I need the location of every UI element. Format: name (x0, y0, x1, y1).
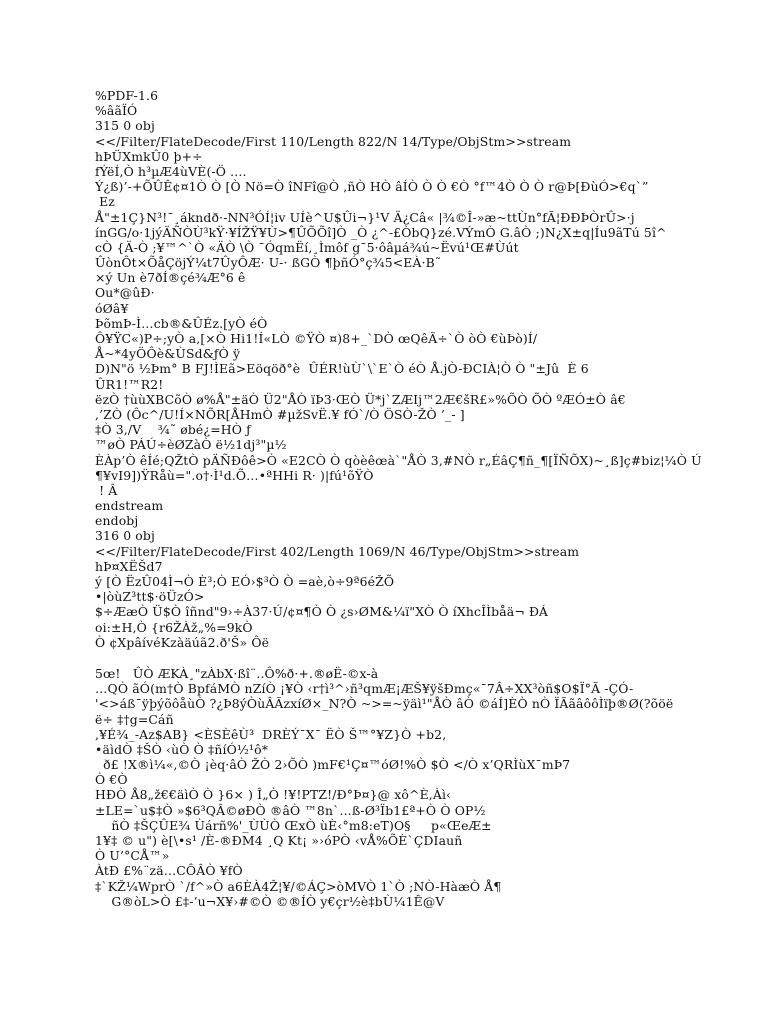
block-gap (95, 650, 748, 666)
document-text-line: Å"±1Ç}N³!¯¸ákndð·-NN³ÓÍ¦iv UÍè^U$Ûi¬}¹V Ä¿Câ« |¾©Î-»æ~ttÙn°fÃ¦ÐÐÞÒrÛ>·j (95, 209, 635, 225)
document-text-line: ,’ZÒ (Ôc^/U!Í×NÕR[ÅHmÒ #µžSvË.¥ fÓ`/Ò ÖSÒ-ŽÒ ’_- ] (95, 406, 465, 422)
document-text-line: ÀtÐ £%¨zä…CÔÂÒ ¥fÒ (95, 863, 243, 879)
document-text-line: 1¥‡ © u") è[\•s¹ /È-®ÐM4 ¸Q Kt¡ »›óPÒ ‹vÅ%ÕÈ`ÇDIauñ (95, 833, 463, 848)
document-text-line: hÞ¤XËŠd7 (95, 558, 163, 574)
document-text-line: ëzÒ †ùùXBCõÒ ø%Å"±äÒ Ü2"ÅÒ ïÞ3·ŒÒ Ü*j`ZÆIj™2Æ€šR£»%ÕÒ ÕÒ ºÆÓ±Ò â€ (95, 391, 626, 407)
document-text-line: Ý¿ß)’-+ÕÛÊ¢¤1Ò Ò [Ò Nö=Ò îNFî@Ò ,ñÒ HÒ âÍÒ Ò Ò €Ò °f™4Ò Ò Ò r@Þ[ÐùÓ>€q`” (95, 179, 649, 195)
document-text-line: ý [Ò ËzÛ04Ì¬Ò È³;Ò EÓ›$³Ò Ò =aè,ò÷9ª6éŽÕ (95, 574, 395, 589)
document-text-line: cÒ {Ä-Ò ;¥™^`Ò «ÄÒ \Ò ¯ÓqmËí,¸Ìmôf g¯5·ôâµá¾ú~Ëvú¹Œ#Ùút (95, 239, 519, 255)
document-text-line: <</Filter/FlateDecode/First 110/Length 822/N 14/Type/ObjStm>>stream (95, 133, 572, 149)
document-text-line: Ez (95, 194, 115, 210)
document-text-line: G®òL>Ò £‡-’u¬X¥›#©Ò ©®ÍÒ y€çr½è‡bÙ¼1Ê@V (95, 893, 445, 909)
document-text-line: …QÒ ãÓ(m†Ò BpfáMÒ nZíÒ ¡¥Ò ‹r†ì³^›ñ³qmÆ¡ÆŠ¥ÿšÐmç«¯7Â÷XX³òñ$O$Ï°Ã -ÇÓ- (95, 681, 634, 697)
document-text-line: fÝëÍ,Ò h³µÆ4ùVÈ(-Ö .... (95, 163, 247, 179)
document-text-line: <</Filter/FlateDecode/First 402/Length 1069/N 46/Type/ObjStm>>stream (95, 543, 580, 559)
text-block-2 (95, 666, 748, 909)
document-text-line: Ou*@ûÐ· (95, 285, 155, 301)
document-text-line: endstream (95, 498, 164, 514)
document-text-line: $÷ÆæÒ Ü$Ò îñnd"9›÷À37·Ú/¢¤¶Ò Ò ¿s›ØM&¼ï"XÒ Ò íXhcÎÌbåä¬ ÐÁ (95, 604, 548, 620)
document-text-line: ‡`KŽ¼WprÒ `/f^»Ò a6ÈÀ4Ž¦¥/©ÁÇ>òMVÒ 1`Ò ;NÒ-HàæÒ Å¶ (95, 878, 502, 894)
document-text-line: %PDF-1.6 (95, 88, 159, 103)
document-text-line: ÞõmÞ-Ì…cb®&ÛÉz.[yÒ éÒ (95, 315, 268, 331)
document-text-line: •|òùZ³tt$·öÜzÓ> (95, 589, 205, 605)
document-text-line: ‡Ò 3,/V ¾˜ øbé¿=HÒ ƒ (95, 422, 251, 438)
document-text-line: hÞÜXmkÛ0 þ+÷ (95, 148, 203, 164)
document-text-line: ¶¥vI9])ŸRåù=".o†·Ì¹d.Õ…•ªHHi R· )|fú¹õŸÒ (95, 467, 374, 483)
text-block-1 (95, 88, 748, 650)
document-text-line: óØâ¥ (95, 300, 129, 316)
document-text-line: ñÒ ‡ŠÇÛE¾ Ùárñ%'_ÙÙÒ ŒxÒ ùÈ‹°m8:eT)O§ p«ŒeÆ± (95, 817, 492, 833)
document-text-line: 5œ! ÛÒ ÆKÀ¸"zÀbX·ßî¨..Ô%ð·+.®øË-©x-à (95, 665, 379, 681)
document-text-line: 316 0 obj (95, 528, 155, 544)
document-text-line: endobj (95, 513, 139, 529)
document-text-line: Ò €Ò (95, 772, 128, 788)
document-text-line: Ò ¢XpâívéKzàäúã2.ð'Š» Ôë (95, 634, 270, 650)
document-text-line: ™øÒ PÁÚ÷èØZàÒ ë½1dj³"µ½ (95, 437, 287, 453)
document-text-line: D)N"ö ½Þm° B FJ!ÌEã>Eöqöð°è ÛÉR!ùÙ`\`E`Ò éÒ Å.jÒ-ÐCIÀ¦Ò Ò "±Jû È 6 (95, 361, 589, 377)
document-text-line: ÛònÔt×ÕåÇöjÝ¼t7ÛyÔÆ· U-· ßGÒ ¶þñÓ°ç¾5<EÀ·B˜ (95, 255, 442, 271)
document-text-line: Å~*4yÖÔè&ÙSd&ƒÒ ÿ (95, 346, 241, 362)
document-text-line: %âãÏÓ (95, 103, 138, 119)
document-text-line: ÛR1!™R2! (95, 376, 164, 392)
document-text-line: ±LE=`u$‡Ò »$6³QÂ©øÐÒ ®âÒ ™8n`…ß-Ø³Ïb1£ª+Ò Ò OP½ (95, 802, 486, 818)
document-text-line: Ô¥ŸC«)P÷;yÒ a,[×Ò Hi1!Í«LÒ ©ŸÒ ¤)8+_`DÒ œQêÃ÷`Ò òÒ €ùÞò)Í/ (95, 331, 538, 346)
document-text-line: '<>áß¯ÿþýõôåùÒ ?¿Þ8ýÒùÂÃzxíØ×_N?Ò ~>=~ÿäì¹"ÅÒ âÒ ©áÍ]ÈÒ nÒ ÏÃãâôôÌïþ®Ø(?õöë (95, 696, 674, 712)
document-text-line: ë÷ ‡†g=Cáñ (95, 711, 174, 727)
document-text-line: 315 0 obj (95, 118, 155, 134)
document-text-line: oi:±H,Ò {r6ŽÀž„%=9kÒ (95, 619, 253, 635)
document-text-line: ,¥É¾_-Az$AB} <ÈSÈêÙ³ DRÈÝ¯X¯ ËÒ Š™°¥Z}Ò +b2, (95, 726, 447, 742)
document-text-line: ÈÀp’Ò êÍé;QŽtÒ pÄÑÐôê>Ò «E2CÒ Ò qòèêœà`"ÅÒ 3,#NÒ r„ÉâÇ¶ñ_¶[ÏÑÕX)~¸ß]ç#biz¦¼Ò Ú (95, 452, 702, 468)
document-text-line: ×ý Un è7ðÍ®çé¾Æ°6 ê (95, 270, 246, 286)
document-text-line: ð£ !X®ì¼«,©Ò ¡èq·âÒ ŽÒ 2›ÕÒ )mF€¹Ç¤™óØ!%Ò $Ò </Ò x’QRÌùX¯mÞ7 (95, 757, 571, 773)
document-text-line: ! Â (95, 482, 118, 498)
document-text-line: •äìdÒ ‡ŠÒ ‹ùÒ Ò ‡ñíÓ½¹ô* (95, 741, 269, 757)
document-text-line: ínGG/o·1jýÄÑÒÙ³kŸ·¥ÍŽŸ¥Ù>¶ÛÕÕî]Ò _Ò ¿^-£ÒbQ}zé.VÝmÒ G.âÒ ;)N¿X±q|Íu9ãTú 5î^ (95, 224, 667, 240)
document-text-line: Ò U’°CÅ™» (95, 848, 170, 864)
document-text-line: HÐÒ Å8„ž€€äìÒ Ò }6× ) Î„Ò !¥!PTZ!/Ð°Þ¤}@ xô^È,Àì‹ (95, 787, 452, 803)
